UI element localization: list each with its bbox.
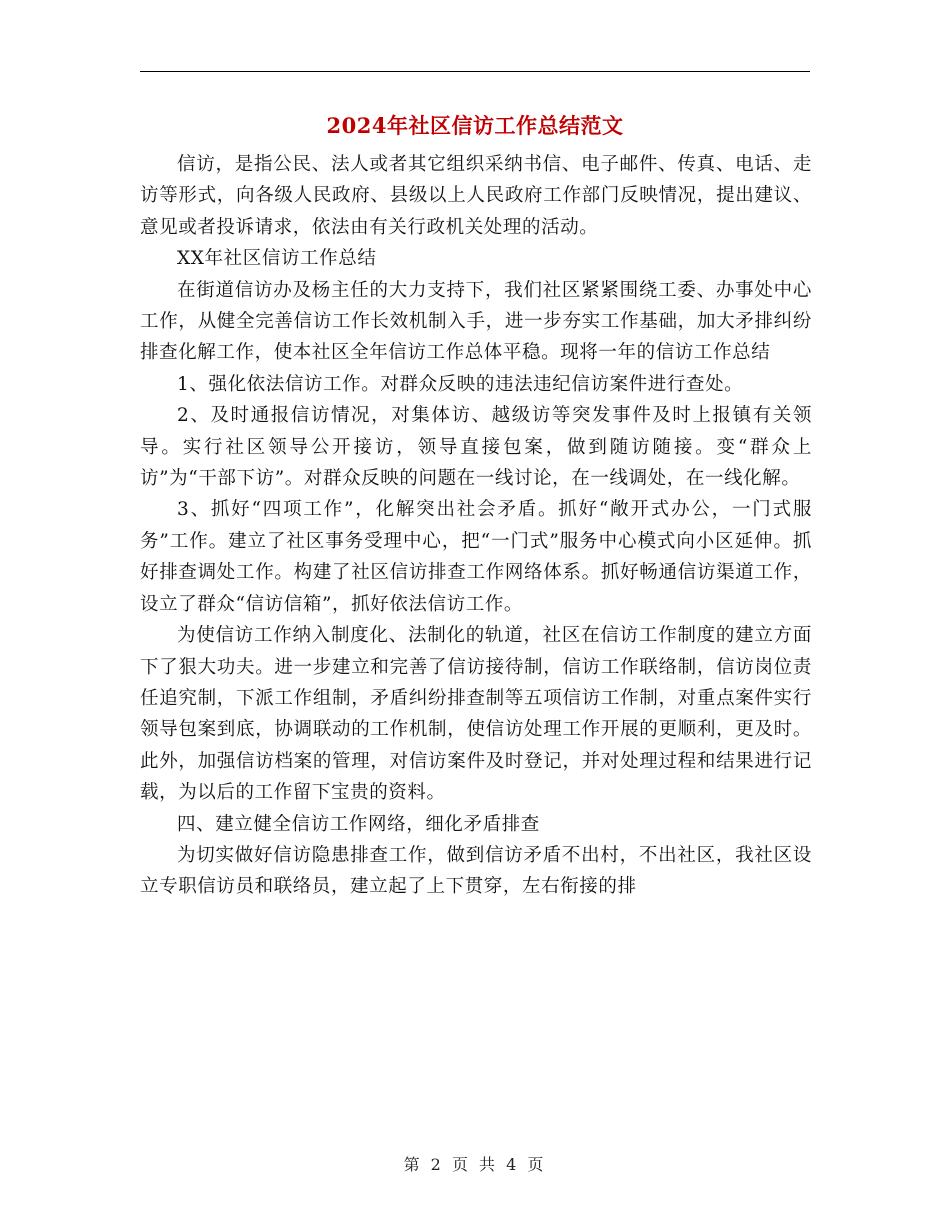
paragraph: 为切实做好信访隐患排查工作，做到信访矛盾不出村，不出社区，我社区设立专职信访员和联络员，建立起了上下贯穿，左右衔接的排 — [140, 844, 812, 898]
document-title: 2024年社区信访工作总结范文 — [326, 113, 624, 138]
paragraph: 信访，是指公民、法人或者其它组织采纳书信、电子邮件、传真、电话、走访等形式，向各级人民政府、县级以上人民政府工作部门反映情况，提出建议、意见或者投诉请求，依法由有关行政机关处理的活动。 — [140, 154, 812, 238]
paragraph: 在街道信访办及杨主任的大力支持下，我们社区紧紧围绕工委、办事处中心工作，从健全完善信访工作长效机制入手，进一步夯实工作基础，加大矛排纠纷排查化解工作，使本社区全年信访工作总体平稳。现将一年的信访工作总结 — [140, 279, 812, 364]
section-heading: XX年社区信访工作总结 — [177, 248, 377, 270]
list-item: 2、及时通报信访情况，对集体访、越级访等突发事件及时上报镇有关领导。实行社区领导公开接访，领导直接包案，做到随访随接。变“群众上访”为“干部下访”。对群众反映的问题在一线讨论，在一线调处，在一线化解。 — [140, 405, 812, 490]
list-item: 3、抓好“四项工作”，化解突出社会矛盾。抓好“敞开式办公，一门式服务”工作。建立了社区事务受理中心，把“一门式”服务中心模式向小区延伸。抓好排查调处工作。构建了社区信访排查工作网络体系。抓好畅通信访渠道工作，设立了群众“信访信箱”，抓好依法信访工作。 — [140, 499, 812, 615]
header-rule — [140, 71, 810, 72]
document-body — [140, 149, 812, 903]
list-item: 1、强化依法信访工作。对群众反映的违法违纪信访案件进行查处。 — [177, 373, 744, 395]
section-heading: 四、建立健全信访工作网络，细化矛盾排查 — [177, 813, 540, 835]
paragraph: 为使信访工作纳入制度化、法制化的轨道，社区在信访工作制度的建立方面下了狠大功夫。进一步建立和完善了信访接待制，信访工作联络制，信访岗位责任追究制，下派工作组制，矛盾纠纷排查制等五项信访工作制，对重点案件实行领导包案到底，协调联动的工作机制，使信访处理工作开展的更顺利，更及时。此外，加强信访档案的管理，对信访案件及时登记，并对处理过程和结果进行记载，为以后的工作留下宝贵的资料。 — [140, 625, 812, 804]
page-number: 第 2 页 共 4 页 — [403, 1155, 547, 1174]
